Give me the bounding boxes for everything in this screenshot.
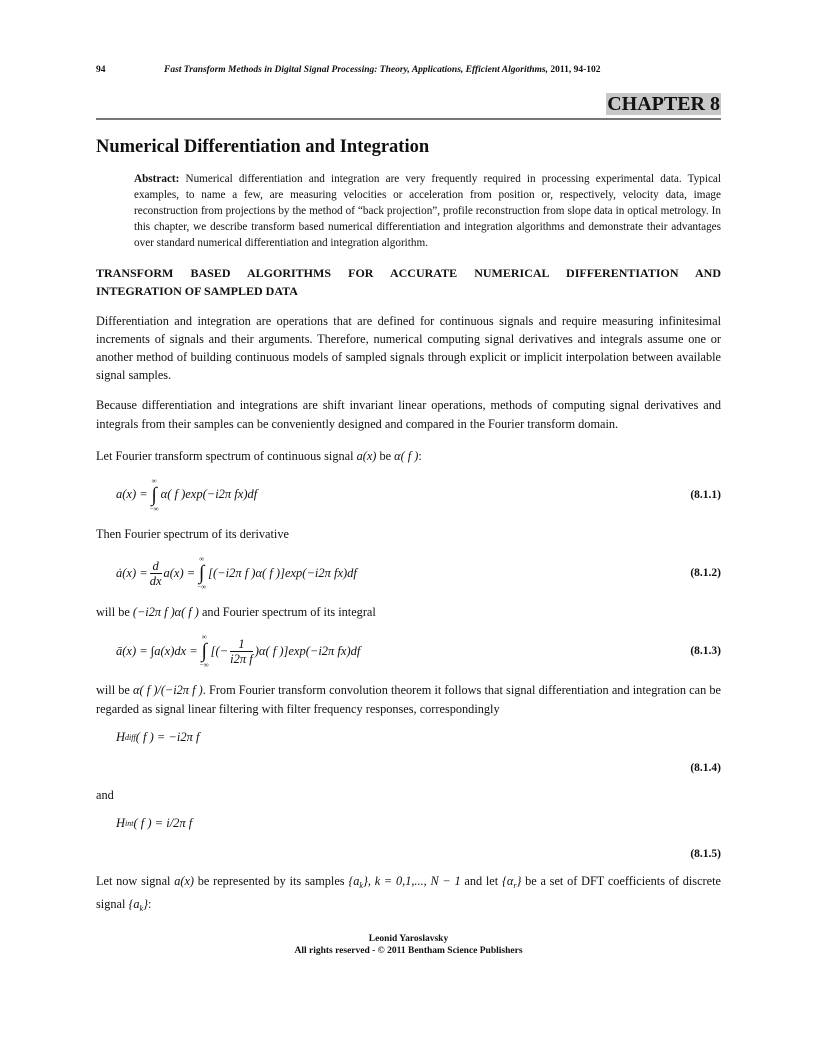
- upper-limit: ∞: [201, 633, 207, 642]
- math-part: {α: [501, 873, 514, 888]
- equation-row: [96, 633, 721, 669]
- math-inline: [348, 874, 460, 888]
- lower-limit: −∞: [197, 583, 207, 592]
- equation-number: (8.1.1): [690, 488, 721, 501]
- subscript: k: [139, 904, 144, 914]
- upper-limit: ∞: [151, 476, 157, 485]
- journal-year-pages: 2011, 94-102: [548, 65, 601, 75]
- math-inline: α( f )/(−i2π f ): [133, 683, 203, 698]
- math-inline: (−i2π f )α( f ): [132, 605, 199, 620]
- chapter-row: [96, 93, 721, 117]
- equation-row: [96, 730, 721, 774]
- math-part: {a: [128, 897, 140, 912]
- paragraph-4: Then Fourier spectrum of its derivative: [96, 526, 289, 541]
- paragraph-6: [96, 681, 721, 717]
- eq-mid: a(x) =: [163, 565, 196, 580]
- chapter-title: Numerical Differentiation and Integration: [96, 137, 430, 157]
- equation-8-1-4: [116, 730, 199, 745]
- running-header: [96, 64, 721, 77]
- text: be represented by its samples: [194, 873, 349, 888]
- abstract-text: Numerical differentiation and integration are very frequently required in processing experimental data. Typical examples, to name a few, are measuring velocities or acceleration from position or, respectively, velocity data, image reconstruction from projections by the method of “back projection”, profile reconstruction from slope data in optical metrology. In this chapter, we describe transform based numerical differentiation and integration algorithms and demonstrate their advantages over standard numerical differentiation and integration algorithm.: [134, 173, 721, 249]
- text: :: [418, 448, 422, 463]
- math-inline: [128, 897, 149, 914]
- equation-8-1-2: [116, 555, 357, 591]
- section-heading-line1: TRANSFORM BASED ALGORITHMS FOR ACCURATE NUMERICAL DIFFERENTIATION AND: [96, 265, 721, 280]
- math-inline: a(x): [356, 448, 377, 463]
- fraction: [150, 559, 162, 588]
- integral-sign: ∫: [151, 483, 157, 506]
- text: will be: [96, 605, 133, 620]
- denominator: dx: [149, 573, 162, 588]
- abstract-label: Abstract:: [134, 173, 180, 185]
- text: . From Fourier transform convolution theorem it follows that signal differentiation and integration can be regarded as signal linear filtering with filter frequency responses, correspondingly: [96, 683, 721, 716]
- math-part: }: [143, 897, 149, 912]
- text: be a set of DFT coefficients of discrete signal: [96, 873, 721, 912]
- integral-group: [197, 555, 206, 591]
- fraction: [230, 637, 253, 666]
- equation-number: (8.1.2): [690, 567, 721, 580]
- numerator: 1: [230, 637, 253, 652]
- eq-rhs: ( f ) = −i2π f: [135, 729, 200, 744]
- filter-symbol: H: [116, 815, 126, 830]
- footer-author: Leonid Yaroslavsky: [368, 933, 449, 944]
- subscript: int: [125, 818, 134, 828]
- eq-lhs: ā(x) = ∫a(x)dx =: [116, 643, 198, 658]
- math-part: }: [516, 873, 522, 888]
- paragraph-2: Because differentiation and integrations are shift invariant linear operations, methods of computing signal derivatives and integrals from their samples can be conveniently designed and compared in the Fourier transform domain.: [96, 398, 721, 431]
- paragraph-8: [96, 872, 721, 919]
- denominator: i2π f: [230, 651, 253, 666]
- paragraph-7: and: [96, 787, 114, 802]
- section-heading: [96, 264, 721, 300]
- eq-rhs: )α( f )]exp(−i2π fx)df: [254, 643, 361, 658]
- integral-group: [200, 633, 209, 669]
- page-number: 94: [96, 65, 106, 75]
- integral-sign: ∫: [201, 640, 207, 663]
- math-inline: a(x): [174, 873, 194, 888]
- footer-rights: All rights reserved - © 2011 Bentham Science Publishers: [294, 945, 523, 956]
- eq-rhs: α( f )exp(−i2π fx)df: [160, 487, 258, 502]
- equation-number: (8.1.5): [690, 847, 721, 860]
- text: be: [376, 448, 395, 463]
- math-inline: [502, 874, 521, 888]
- eq-lhs: a(x) =: [116, 487, 148, 502]
- eq-rhs: [(−i2π f )α( f )]exp(−i2π fx)df: [208, 565, 357, 580]
- text: and let: [460, 873, 502, 888]
- text: :: [148, 897, 152, 912]
- subscript: diff: [125, 732, 136, 742]
- eq-lhs: ȧ(x) =: [116, 565, 148, 580]
- lower-limit: −∞: [149, 504, 159, 513]
- math-part: }, k = 0,1,..., N − 1: [362, 873, 461, 888]
- integral-group: [150, 477, 159, 513]
- integral-sign: ∫: [198, 562, 205, 585]
- journal-title: [164, 64, 721, 77]
- equation-8-1-1: [116, 477, 257, 513]
- equation-row: [96, 816, 721, 860]
- journal-title-text: Fast Transform Methods in Digital Signal Processing: Theory, Applications, Efficient Algorithms,: [164, 65, 549, 75]
- paragraph-1: Differentiation and integration are operations that are defined for continuous signals and require measuring infinitesimal increments of signals and their arguments. Therefore, numerical computing signal derivatives and integrals assume one or another method of building continuous models of sampled signals through explicit or implicit interpolation between available signal samples.: [96, 313, 721, 383]
- equation-8-1-5: [116, 816, 192, 831]
- equation-number: (8.1.4): [690, 761, 721, 774]
- math-part: {a: [348, 873, 360, 888]
- numerator: d: [150, 559, 162, 574]
- upper-limit: ∞: [199, 555, 205, 564]
- eq-rhs: ( f ) = i/2π f: [133, 815, 193, 830]
- text: Let now signal: [96, 873, 175, 888]
- text: will be: [96, 683, 134, 698]
- text: Let Fourier transform spectrum of continuous signal: [96, 448, 357, 463]
- text: and Fourier spectrum of its integral: [198, 605, 376, 620]
- equation-row: [96, 555, 721, 591]
- eq-pre: [(−: [210, 643, 229, 658]
- section-heading-line2: INTEGRATION OF SAMPLED DATA: [96, 283, 298, 298]
- subscript: r: [513, 880, 517, 890]
- page-footer: [96, 933, 721, 957]
- filter-symbol: H: [116, 729, 126, 744]
- equation-row: [96, 477, 721, 513]
- equation-number: (8.1.3): [690, 645, 721, 658]
- paragraph-3: [96, 447, 721, 465]
- subscript: k: [359, 880, 363, 890]
- math-inline: α( f ): [394, 448, 419, 463]
- abstract: [134, 172, 721, 252]
- lower-limit: −∞: [199, 661, 209, 670]
- paragraph-5: [96, 603, 721, 621]
- chapter-label: CHAPTER 8: [607, 93, 720, 115]
- equation-8-1-3: [116, 633, 360, 669]
- header-rule: [96, 118, 721, 120]
